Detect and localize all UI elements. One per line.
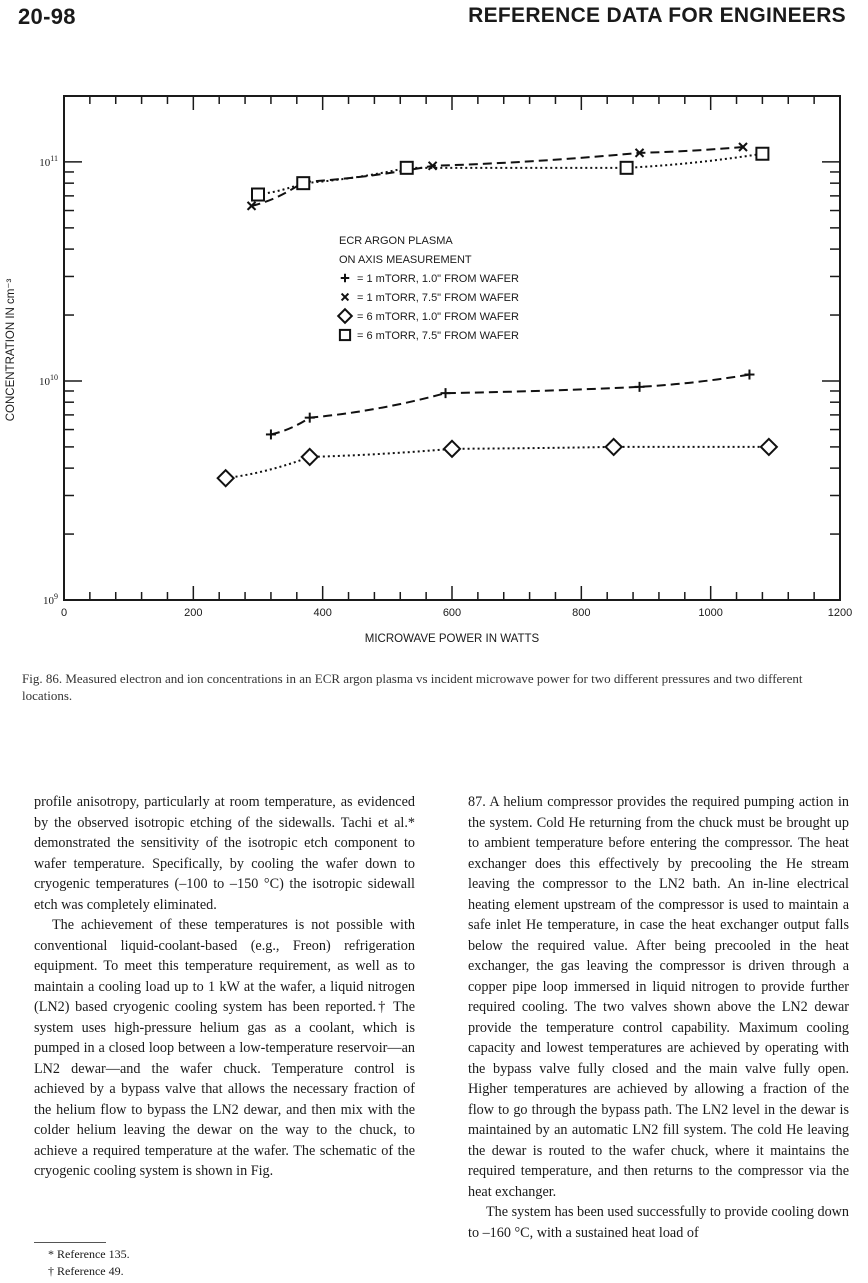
legend-entry: = 1 mTORR, 7.5" FROM WAFER [357,292,519,304]
legend-heading: ON AXIS MEASUREMENT [339,254,472,266]
x-tick-label: 1000 [698,607,723,619]
diamond-marker [761,439,777,455]
figure-caption: Fig. 86. Measured electron and ion concentrations in an ECR argon plasma vs incident microwave power for two different pressures and two different locations. [22,671,803,703]
y-tick-label: $10^9$ [43,592,58,607]
cross-series-line [252,147,743,206]
body-column-right [468,792,849,1243]
legend-entry: = 6 mTORR, 7.5" FROM WAFER [357,330,519,342]
x-tick-label: 600 [442,607,462,619]
legend-entry: = 6 mTORR, 1.0" FROM WAFER [357,311,519,323]
square-marker [252,189,264,201]
footnotes [48,1246,130,1280]
paragraph: The achievement of these temperatures is not possible with conventional liquid-coolant-based (e.g., Freon) refrigeration equipment. To meet this temperature requirement, as well as to maintain a cooling load up to 1 kW at the wafer, a liquid nitrogen (LN2) based cryogenic cooling system has been reported.† The system uses high-pressure helium gas as a coolant, which is pumped in a closed loop between a low-temperature reservoir—an LN2 dewar—and the wafer chuck. Temperature control is achieved by a bypass valve that allows the necessary fraction of the helium flow to bypass the LN2 dewar, and then mix with the colder helium leaving the dewar on the way to the chuck, to achieve a required temperature at the wafer. The schematic of the cryogenic cooling system is shown in Fig. [34,917,415,1179]
plus-marker [341,274,350,283]
square-marker [621,162,633,174]
paragraph: profile anisotropy, particularly at room temperature, as evidenced by the observed isotropic etching of the sidewalls. Tachi et al.* demonstrated the sensitivity of the isotropic etch component to wafer temperature. Specifically, by cooling the wafer down to cryogenic temperatures (–100 to –150 °C) the isotropic sidewall etch was completely eliminated. [34,794,415,913]
plus-marker [744,370,754,380]
diamond-marker [218,470,234,486]
y-tick-label: $10^{10}$ [39,372,58,388]
plot-frame [64,96,840,600]
square-marker [401,162,413,174]
square-series-line [258,154,762,195]
footnote: * Reference 135. [48,1247,130,1261]
body-column-left [34,792,415,1182]
diamond-marker [606,439,622,455]
legend-heading: ECR ARGON PLASMA [339,235,453,247]
plus-marker [305,413,315,423]
x-tick-label: 400 [313,607,332,619]
plus-marker [266,429,276,439]
footnote-rule [34,1242,106,1243]
y-tick-label: $10^{11}$ [39,153,58,169]
x-tick-label: 800 [572,607,591,619]
y-axis-label: CONCENTRATION IN cm⁻³ [5,278,17,422]
concentration-chart [0,60,868,660]
legend-entry: = 1 mTORR, 1.0" FROM WAFER [357,273,519,285]
cross-marker [342,294,349,301]
plus-marker [441,388,451,398]
square-marker [340,330,350,340]
diamond-marker [444,441,460,457]
plus-marker [635,382,645,392]
footnote: † Reference 49. [48,1264,124,1278]
plus-series-line [271,375,750,435]
page-number: 20-98 [18,4,76,29]
square-marker [297,177,309,189]
paragraph: The system has been used successfully to provide cooling down to –160 °C, with a sustained heat load of [468,1204,849,1241]
x-tick-label: 200 [184,607,203,619]
diamond-marker [302,449,318,465]
square-marker [756,148,768,160]
paragraph: 87. A helium compressor provides the required pumping action in the system. Cold He returning from the chuck must be brought up to ambient temperature before entering the compressor. The heat exchanger does this effectively by precooling the He stream leaving the compressor to the LN2 bath. An in-line electrical heating element upstream of the compressor is used to maintain a safe inlet He temperature, in case the heat exchanger output falls below the required value. After being precooled in the heat exchanger, the gas leaving the compressor is driven through a copper pipe loop immersed in liquid nitrogen to provide further required cooling. The two valves shown above the LN2 dewar provide the temperature control capability. Maximum cooling capacity and lowest temperatures are achieved by operating with the bypass valve fully closed and the main valve fully open. Higher temperatures are achieved by allowing a fraction of the flow to go through the bypass path. The LN2 level in the dewar is maintained by an automatic LN2 fill system. The cold He leaving the dewar is routed to the wafer chuck, where it maintains the required temperature, and then returns to the compressor via the heat exchanger. [468,794,849,1200]
running-title: REFERENCE DATA FOR ENGINEERS [468,4,846,27]
diamond-marker [338,309,352,323]
x-axis-label: MICROWAVE POWER IN WATTS [364,633,540,645]
x-tick-label: 0 [60,607,68,619]
x-tick-label: 1200 [827,607,853,619]
